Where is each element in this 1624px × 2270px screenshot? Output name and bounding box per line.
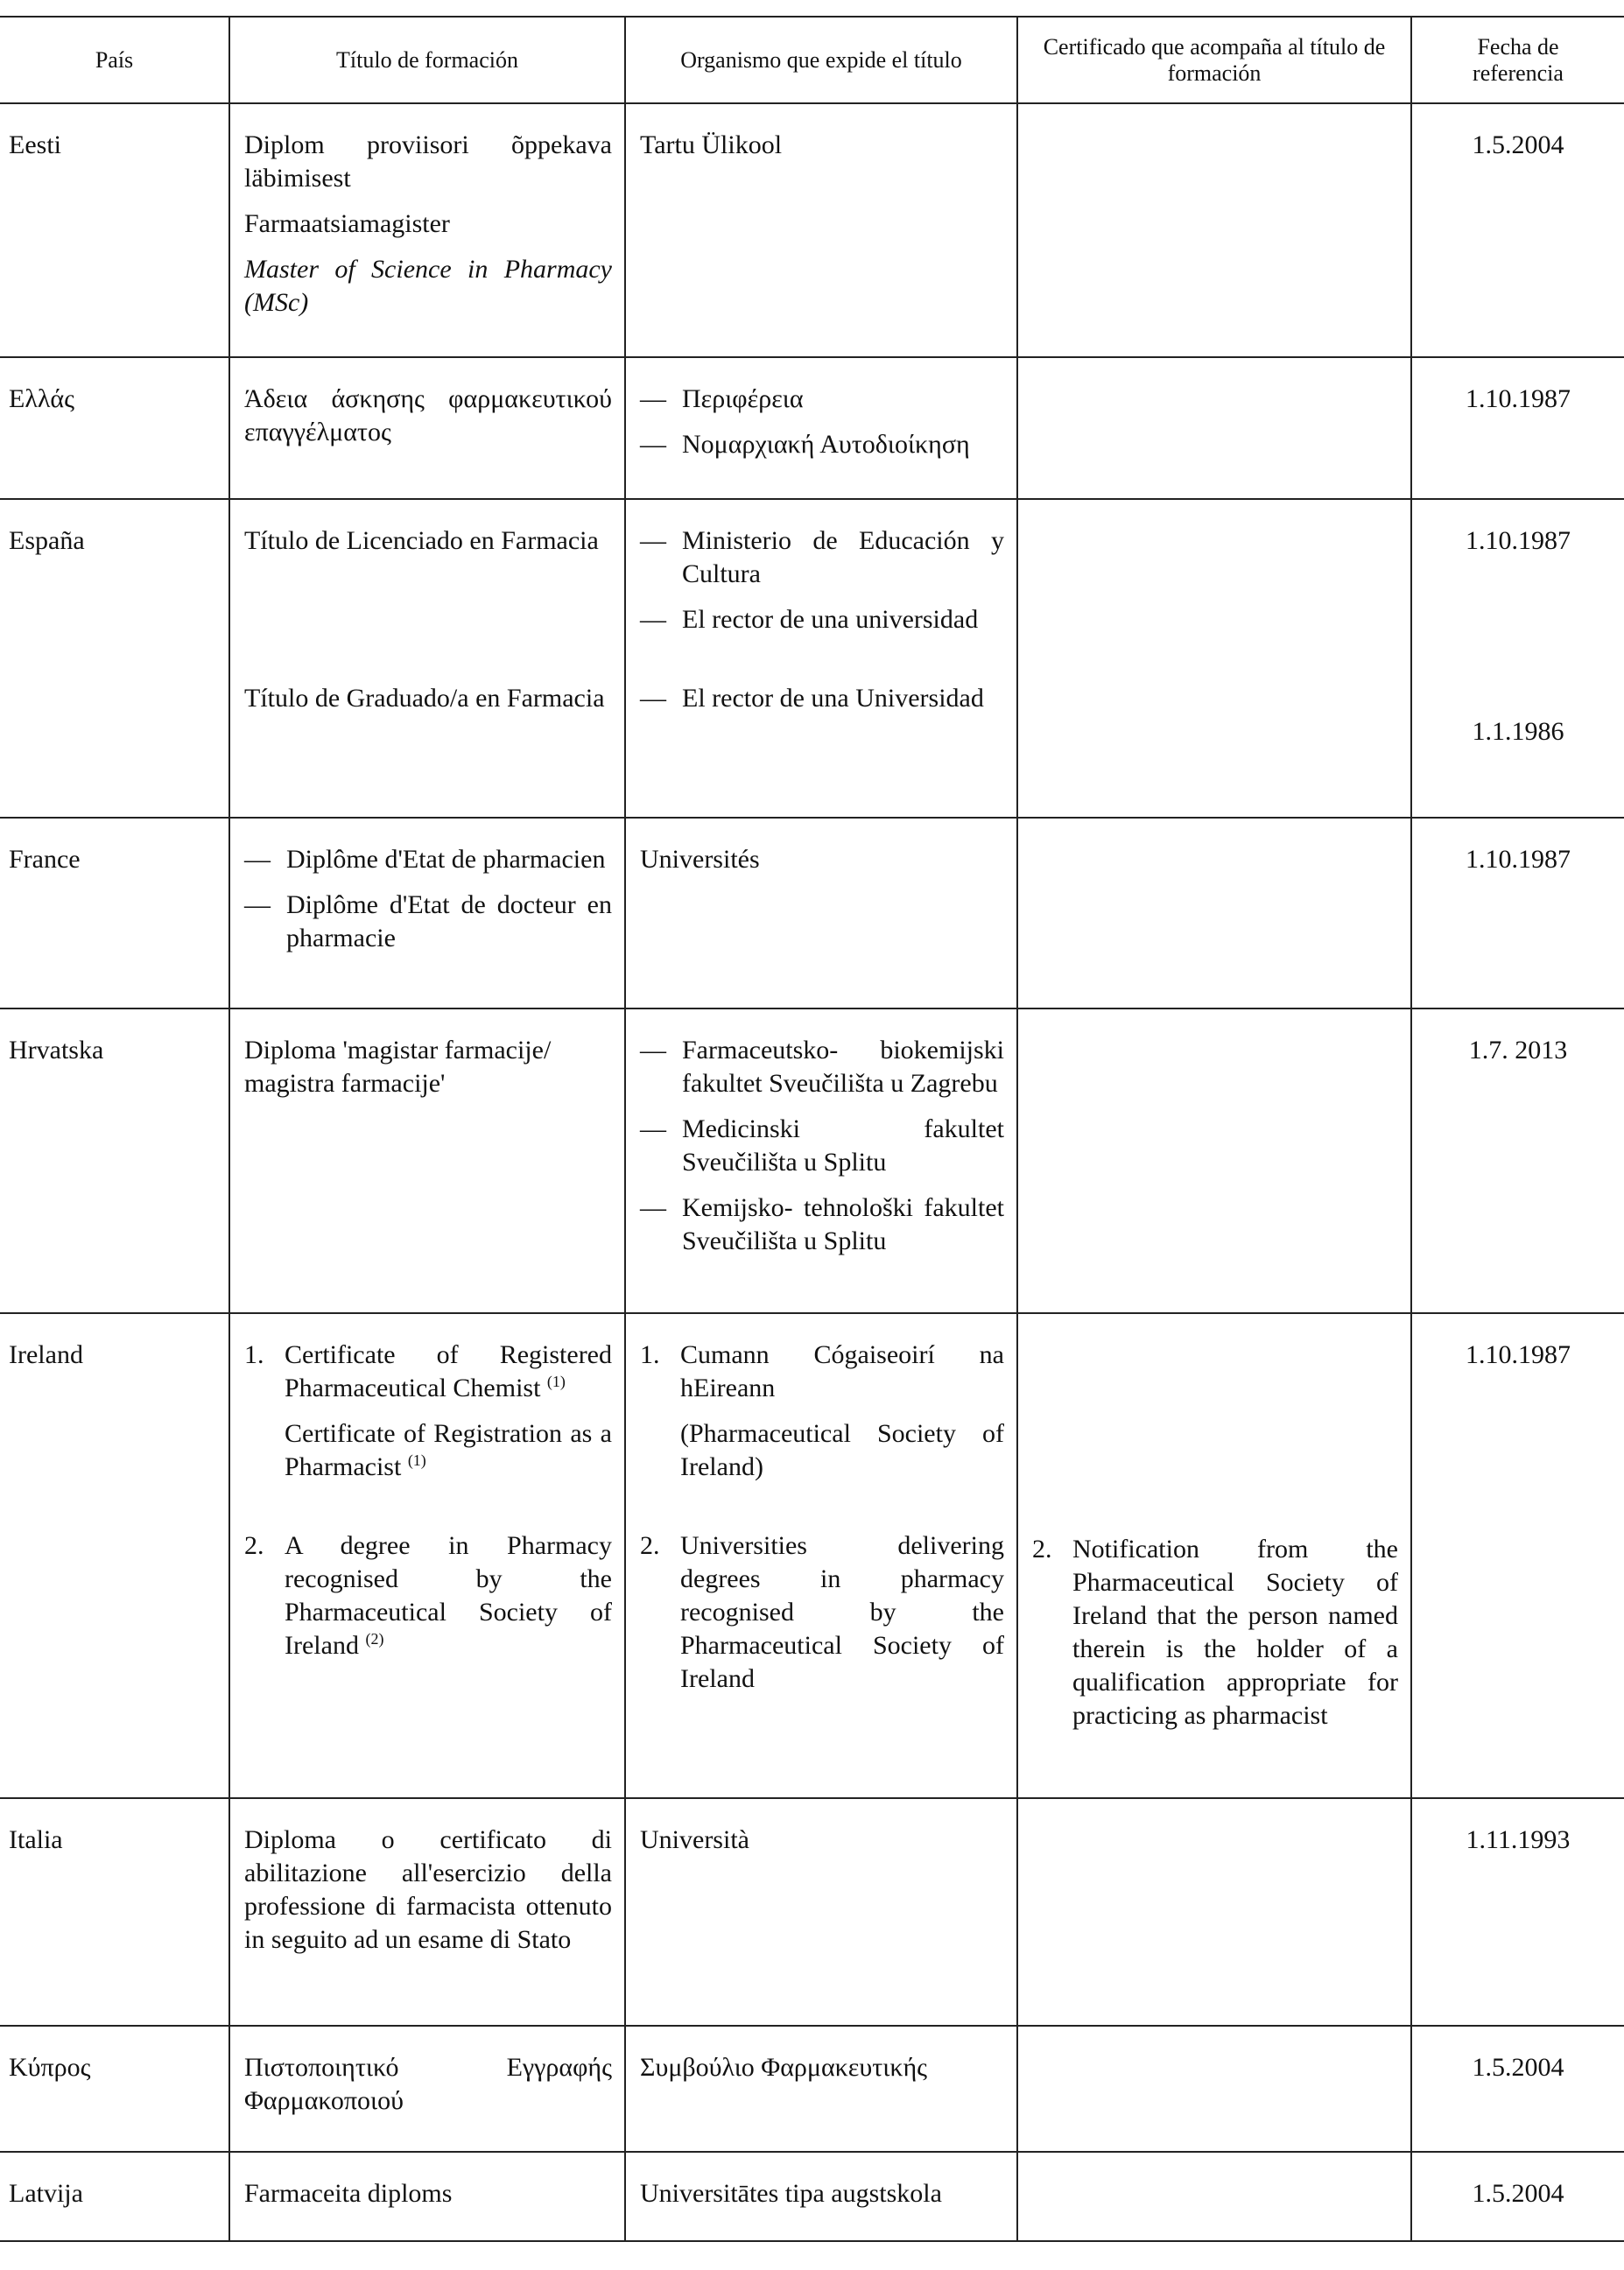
header-reference-date: Fecha de referencia (1411, 17, 1624, 103)
country-cell: Italia (0, 1798, 229, 2026)
country-cell: France (0, 818, 229, 1008)
issuing-body-cell (625, 818, 1017, 1008)
dash-marker: — (640, 1036, 666, 1065)
certificate-cell (1017, 2152, 1411, 2241)
header-issuing-body: Organismo que expide el título (625, 17, 1017, 103)
dash-marker: — (244, 845, 271, 874)
reference-date-cell: 1.7. 2013 (1411, 1008, 1624, 1313)
certificate-cell (1017, 1008, 1411, 1313)
title-cell (229, 357, 625, 499)
reference-date-cell: 1.5.2004 (1411, 2026, 1624, 2152)
issuing-body-cell (625, 499, 1017, 818)
table-row (0, 2152, 1624, 2241)
body-entry-text: (Pharmaceutical Society of Ireland) (680, 1419, 1004, 1481)
title-cell (229, 1798, 625, 2026)
item-number: 2. (1032, 1535, 1052, 1564)
body-entry (640, 1034, 1004, 1100)
issuing-body-cell (625, 2152, 1017, 2241)
certificate-cell (1017, 357, 1411, 499)
country-cell: Latvija (0, 2152, 229, 2241)
country-cell: Κύπρος (0, 2026, 229, 2152)
title-cell (229, 2026, 625, 2152)
reference-date: 1.10.1987 (1466, 526, 1571, 555)
body-entry (640, 1191, 1004, 1258)
issuing-body-cell (625, 1008, 1017, 1313)
body-entry-text: Cumann Cógaiseoirí na hEireann (680, 1340, 1004, 1402)
footnote-ref: (1) (546, 1373, 566, 1390)
body-entry (640, 1417, 1004, 1484)
dash-marker: — (640, 526, 666, 555)
reference-date-cell: 1.10.1987 (1411, 1313, 1624, 1798)
certificate-spacer (1032, 1339, 1398, 1533)
body-entry-text: Farmaceutsko- biokemijski fakultet Sveučilišta u Zagrebu (682, 1036, 1004, 1098)
dash-marker: — (640, 1193, 666, 1222)
item-number: 1. (244, 1340, 264, 1369)
title-entry: Πιστοποιητικό Εγγραφής Φαρμακοποιού (244, 2053, 612, 2115)
body-entry-text: El rector de una Universidad (682, 684, 984, 713)
reference-date-cell: 1.11.1993 (1411, 1798, 1624, 2026)
reference-date-cell: 1.5.2004 (1411, 103, 1624, 357)
body-entry-text: El rector de una universidad (682, 605, 979, 634)
title-entry (244, 889, 612, 955)
issuing-body-cell (625, 357, 1017, 499)
title-entry-text: Diplôme d'Etat de docteur en pharmacie (286, 890, 612, 952)
country-cell: Ireland (0, 1313, 229, 1798)
table-row (0, 2026, 1624, 2152)
body-entry (640, 682, 1004, 715)
issuing-body-cell (625, 2026, 1017, 2152)
title-cell (229, 818, 625, 1008)
body-entry (640, 428, 1004, 461)
reference-date-cell: 1.10.1987 (1411, 357, 1624, 499)
certificate-cell (1017, 103, 1411, 357)
body-entry (640, 524, 1004, 591)
document-page (0, 16, 1624, 2242)
country-cell: Eesti (0, 103, 229, 357)
title-entry: Diploma o certificato di abilitazione all'esercizio della professione di farmacista ottenuto in seguito ad un esame di Stato (244, 1825, 612, 1954)
body-entry: Tartu Ülikool (640, 130, 783, 159)
title-cell (229, 103, 625, 357)
title-entry-text: A degree in Pharmacy recognised by the Pharmaceutical Society of Ireland (285, 1531, 612, 1660)
body-entry-text: Universities delivering degrees in pharmacy recognised by the Pharmaceutical Society of Ireland (680, 1531, 1004, 1693)
body-entry-text: Περιφέρεια (682, 384, 804, 413)
dash-marker: — (640, 1114, 666, 1143)
certificate-entry-text: Notification from the Pharmaceutical Society of Ireland that the person named therein is the holder of a qualification appropriate for practicing as pharmacist (1072, 1535, 1398, 1730)
dash-marker: — (640, 384, 666, 413)
reference-date-cell: 1.5.2004 (1411, 2152, 1624, 2241)
body-entry (640, 603, 1004, 636)
footnote-ref: (1) (407, 1451, 426, 1469)
table-row (0, 357, 1624, 499)
table-header (0, 17, 1624, 103)
body-entry (640, 1529, 1004, 1696)
country-cell: Hrvatska (0, 1008, 229, 1313)
header-row (0, 17, 1624, 103)
title-entry (244, 843, 612, 876)
body-entry: Universités (640, 845, 760, 874)
table-row (0, 1313, 1624, 1798)
dash-marker: — (244, 890, 271, 919)
item-number: 2. (244, 1531, 264, 1560)
title-entry: Master of Science in Pharmacy (MSc) (244, 255, 612, 317)
dash-marker: — (640, 430, 666, 459)
body-entry-text: Νομαρχιακή Αυτοδιοίκηση (682, 430, 970, 459)
reference-date-cell (1411, 499, 1624, 818)
certificate-cell (1017, 2026, 1411, 2152)
qualifications-table (0, 16, 1624, 2242)
issuing-body-cell (625, 1798, 1017, 2026)
certificate-cell (1017, 499, 1411, 818)
title-cell (229, 499, 625, 818)
table-row (0, 818, 1624, 1008)
title-cell (229, 1313, 625, 1798)
table-row (0, 103, 1624, 357)
title-entry: Título de Licenciado en Farmacia (244, 526, 599, 555)
title-entry: Diploma 'magistar farmacije/ magistra farmacije' (244, 1036, 552, 1098)
body-entry (640, 1339, 1004, 1405)
header-certificate: Certificado que acompaña al título de formación (1017, 17, 1411, 103)
certificate-cell (1017, 1798, 1411, 2026)
issuing-body-cell (625, 1313, 1017, 1798)
header-title: Título de formación (229, 17, 625, 103)
table-row (0, 499, 1624, 818)
title-cell (229, 2152, 625, 2241)
body-entry (640, 383, 1004, 416)
title-entry: Άδεια άσκησης φαρμακευτικού επαγγέλματος (244, 384, 612, 446)
certificate-cell (1017, 1313, 1411, 1798)
body-entry: Universitātes tipa augstskola (640, 2179, 942, 2208)
body-entry-text: Ministerio de Educación y Cultura (682, 526, 1004, 588)
body-entry-text: Medicinski fakultet Sveučilišta u Splitu (682, 1114, 1004, 1177)
body-entry (640, 1113, 1004, 1179)
dash-marker: — (640, 605, 666, 634)
table-row (0, 1008, 1624, 1313)
title-cell (229, 1008, 625, 1313)
title-entry: Título de Graduado/a en Farmacia (244, 684, 605, 713)
certificate-cell (1017, 818, 1411, 1008)
title-entry-text: Diplôme d'Etat de pharmacien (286, 845, 606, 874)
reference-date-cell: 1.10.1987 (1411, 818, 1624, 1008)
title-entry-text: Certificate of Registration as a Pharmacist (285, 1419, 612, 1481)
title-entry (244, 1417, 612, 1484)
title-entry: Farmaceita diploms (244, 2179, 453, 2208)
item-number: 2. (640, 1531, 660, 1560)
reference-date: 1.1.1986 (1472, 717, 1564, 746)
country-cell: España (0, 499, 229, 818)
footnote-ref: (2) (365, 1630, 384, 1648)
title-entry-text: Certificate of Registered Pharmaceutical Chemist (285, 1340, 612, 1402)
country-cell: Ελλάς (0, 357, 229, 499)
item-number: 1. (640, 1340, 660, 1369)
body-entry-text: Kemijsko- tehnološki fakultet Sveučilišta u Splitu (682, 1193, 1004, 1255)
issuing-body-cell (625, 103, 1017, 357)
title-entry (244, 1529, 612, 1662)
dash-marker: — (640, 684, 666, 713)
header-country: País (0, 17, 229, 103)
certificate-entry (1032, 1533, 1398, 1732)
title-entry: Diplom proviisori õppekava läbimisest (244, 130, 612, 193)
table-row (0, 1798, 1624, 2026)
title-entry: Farmaatsiamagister (244, 209, 450, 238)
body-entry: Συμβούλιο Φαρμακευτικής (640, 2053, 928, 2082)
title-entry (244, 1339, 612, 1405)
body-entry: Università (640, 1825, 749, 1854)
